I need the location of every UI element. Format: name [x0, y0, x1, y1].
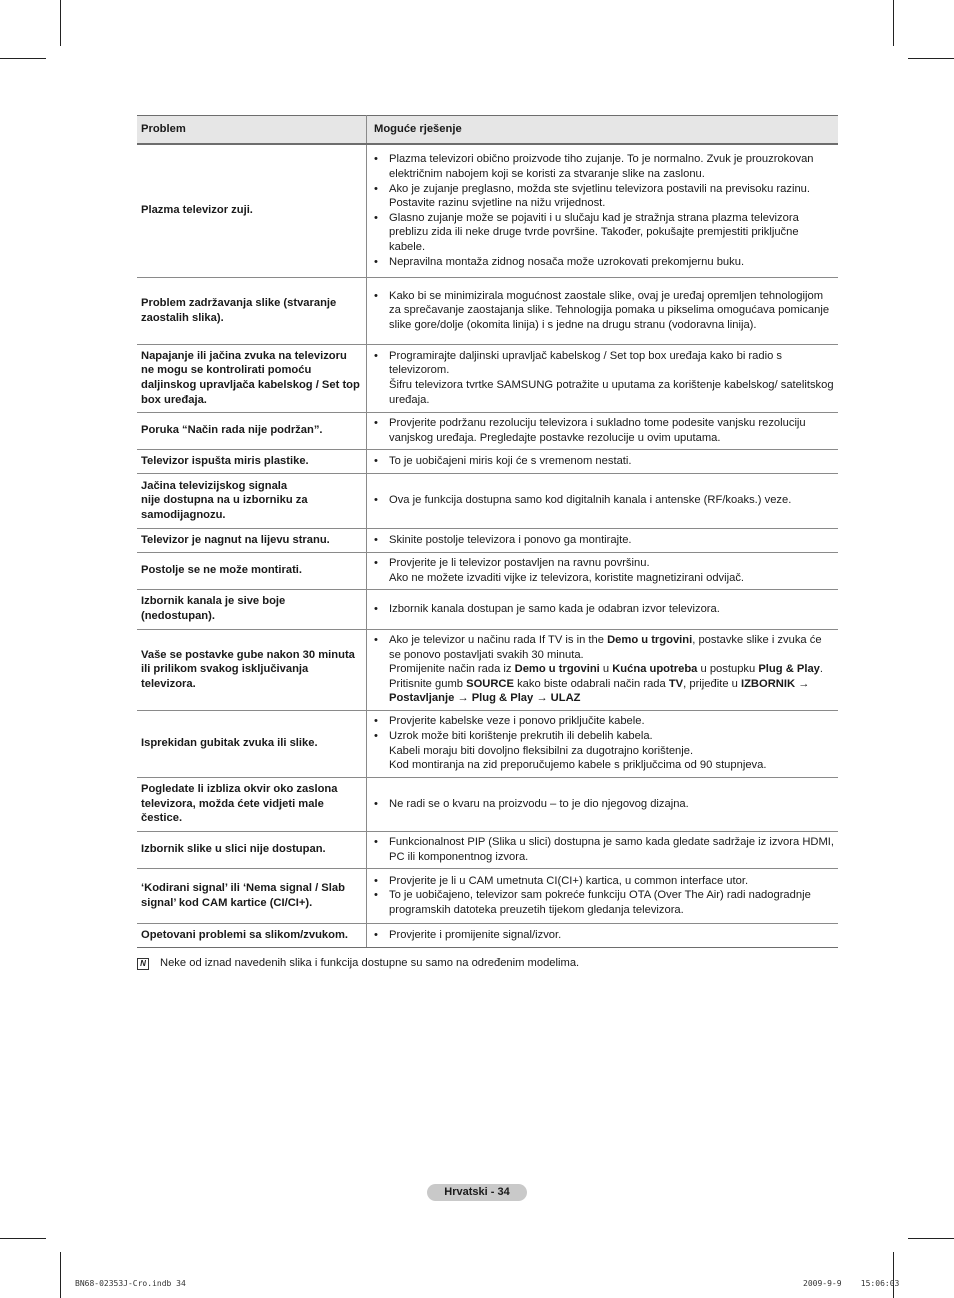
crop-mark — [893, 1252, 894, 1298]
problem-cell: Pogledate li izbliza okvir oko zaslona televizora, možda ćete vidjeti male čestice. — [137, 777, 367, 831]
problem-cell: Vaše se postavke gube nakon 30 minuta ili prilikom svakog isključivanja televizora. — [137, 629, 367, 710]
solution-item: • To je uobičajeno, televizor sam pokreće funkciju OTA (Over The Air) radi nadogradnje programskih datoteka preuzetih tijekom gledanja televizora. — [374, 888, 834, 917]
problem-cell: Plazma televizor zuji. — [137, 144, 367, 277]
crop-mark — [908, 58, 954, 59]
table-header-row — [137, 116, 838, 145]
solution-item: • Plazma televizori obično proizvode tiho zujanje. To je normalno. Zvuk je prouzrokovan električnim nabojem koji se koristi za stvaranje slike na zaslonu. — [374, 152, 834, 181]
solution-item: • Ova je funkcija dostupna samo kod digitalnih kanala i antenske (RF/koaks.) veze. — [374, 493, 834, 508]
solution-cell — [367, 528, 839, 552]
solution-item: • Nepravilna montaža zidnog nosača može uzrokovati prekomjernu buku. — [374, 255, 834, 270]
solution-item: • To je uobičajeni miris koji će s vremenom nestati. — [374, 454, 834, 469]
solution-item: • Funkcionalnost PIP (Slika u slici) dostupna je samo kada gledate sadržaje iz izvora HDMI, PC ili komponentnog izvora. — [374, 835, 834, 864]
crop-mark — [908, 1238, 954, 1239]
problem-cell: Postolje se ne može montirati. — [137, 552, 367, 589]
solution-cell — [367, 777, 839, 831]
problem-cell: Jačina televizijskog signala nije dostupna na u izborniku za samodijagnozu. — [137, 473, 367, 528]
table-row — [137, 528, 838, 552]
solution-item: • Uzrok može biti korištenje prekrutih ili debelih kabela. Kabeli moraju biti dovoljno fleksibilni za dugotrajno korištenje. Kod montiranja na zid preporučujemo kabele s priključcima od 90 stupnjeva. — [374, 729, 834, 773]
solution-item: • Kako bi se minimizirala mogućnost zaostale slike, ovaj je uređaj opremljen tehnologijom za sprečavanje zaostajanja slike. Tehnologija pomaka u pikselima omogućava pomicanje slike gore/dolje (okomita linija) i s jedne na drugu stranu (vodoravna linija). — [374, 289, 834, 333]
crop-mark — [0, 1238, 46, 1239]
table-row — [137, 831, 838, 868]
solution-item: • Programirajte daljinski upravljač kabelskog / Set top box uređaja kako bi radio s televizorom. Šifru televizora tvrtke SAMSUNG potražite u uputama za korištenje kabelskog/ satelitskog uređaja. — [374, 349, 834, 407]
table-row — [137, 868, 838, 923]
problem-cell: Problem zadržavanja slike (stvaranje zaostalih slika). — [137, 277, 367, 344]
solution-cell — [367, 449, 839, 473]
header-solution: Moguće rješenje — [367, 116, 839, 145]
table-row — [137, 629, 838, 710]
problem-cell: Izbornik kanala je sive boje (nedostupan). — [137, 589, 367, 629]
problem-cell: Napajanje ili jačina zvuka na televizoru ne mogu se kontrolirati pomoću daljinskog upravljača kabelskog / Set top box uređaja. — [137, 344, 367, 412]
problem-cell: Opetovani problemi sa slikom/zvukom. — [137, 923, 367, 947]
solution-cell — [367, 868, 839, 923]
problem-cell: ‘Kodirani signal’ ili ‘Nema signal / Slab signal’ kod CAM kartice (CI/CI+). — [137, 868, 367, 923]
solution-item: • Provjerite je li televizor postavljen na ravnu površinu. Ako ne možete izvaditi vijke iz televizora, koristite magnetizirani odvijač. — [374, 556, 834, 585]
table-row — [137, 473, 838, 528]
problem-cell: Poruka “Način rada nije podržan”. — [137, 412, 367, 449]
solution-item: • Provjerite podržanu rezoluciju televizora i sukladno tome podesite vanjsku rezoluciju vanjskog uređaja. Pregledajte postavke rezolucije u ovim uputama. — [374, 416, 834, 445]
table-row — [137, 144, 838, 277]
solution-cell — [367, 277, 839, 344]
solution-item: • Provjerite kabelske veze i ponovo priključite kabele. — [374, 714, 834, 729]
crop-mark — [60, 1252, 61, 1298]
print-file-info: BN68-02353J-Cro.indb 34 — [75, 1279, 186, 1288]
crop-mark — [60, 0, 61, 46]
solution-cell — [367, 412, 839, 449]
solution-item: • Izbornik kanala dostupan je samo kada je odabran izvor televizora. — [374, 602, 834, 617]
solution-cell — [367, 831, 839, 868]
page-number-badge: Hrvatski - 34 — [427, 1184, 527, 1201]
solution-cell — [367, 344, 839, 412]
solution-item: • Provjerite i promijenite signal/izvor. — [374, 928, 834, 943]
problem-cell: Televizor ispušta miris plastike. — [137, 449, 367, 473]
table-row — [137, 344, 838, 412]
table-row — [137, 710, 838, 777]
solution-item: • Ne radi se o kvaru na proizvodu – to je dio njegovog dizajna. — [374, 797, 834, 812]
table-row — [137, 449, 838, 473]
solution-cell — [367, 629, 839, 710]
print-datetime: 2009-9-9 15:06:03 — [803, 1279, 900, 1288]
note-icon: N — [137, 958, 149, 970]
problem-cell: Izbornik slike u slici nije dostupan. — [137, 831, 367, 868]
solution-item: • Ako je zujanje preglasno, možda ste svjetlinu televizora postavili na previsoku razinu. Postavite razinu svjetline na nižu vrijednost. — [374, 182, 834, 211]
solution-item: • Provjerite je li u CAM umetnuta CI(CI+) kartica, u common interface utor. — [374, 874, 834, 889]
problem-cell: Televizor je nagnut na lijevu stranu. — [137, 528, 367, 552]
solution-cell — [367, 710, 839, 777]
table-row — [137, 923, 838, 947]
header-problem: Problem — [137, 116, 367, 145]
solution-cell — [367, 144, 839, 277]
crop-mark — [893, 0, 894, 46]
table-row — [137, 552, 838, 589]
solution-cell — [367, 589, 839, 629]
crop-mark — [0, 58, 46, 59]
solution-cell — [367, 473, 839, 528]
table-row — [137, 589, 838, 629]
footnote — [137, 956, 838, 971]
footnote-text: Neke od iznad navedenih slika i funkcija dostupne su samo na određenim modelima. — [160, 957, 580, 969]
table-row — [137, 412, 838, 449]
solution-cell — [367, 552, 839, 589]
table-row — [137, 277, 838, 344]
solution-item: • Glasno zujanje može se pojaviti i u slučaju kad je stražnja strana plazma televizora preblizu zida ili neke druge tvrde površine. Također, pokušajte premjestiti priključne kabele. — [374, 211, 834, 255]
table-row — [137, 777, 838, 831]
troubleshooting-table — [137, 115, 838, 948]
solution-cell — [367, 923, 839, 947]
problem-cell: Isprekidan gubitak zvuka ili slike. — [137, 710, 367, 777]
solution-item: • Ako je televizor u načinu rada If TV is in the Demo u trgovini, postavke slike i zvuka će se ponovo postavljati svakih 30 minuta. Promijenite način rada iz Demo u trgovini u Kućna upotreba u postupku Plug & Play. Pritisnite gumb SOURCE kako biste odabrali način rada TV, prijeđite u IZBORNIK → Postavljanje → Plug & Play → ULAZ — [374, 633, 834, 706]
solution-item: • Skinite postolje televizora i ponovo ga montirajte. — [374, 533, 834, 548]
